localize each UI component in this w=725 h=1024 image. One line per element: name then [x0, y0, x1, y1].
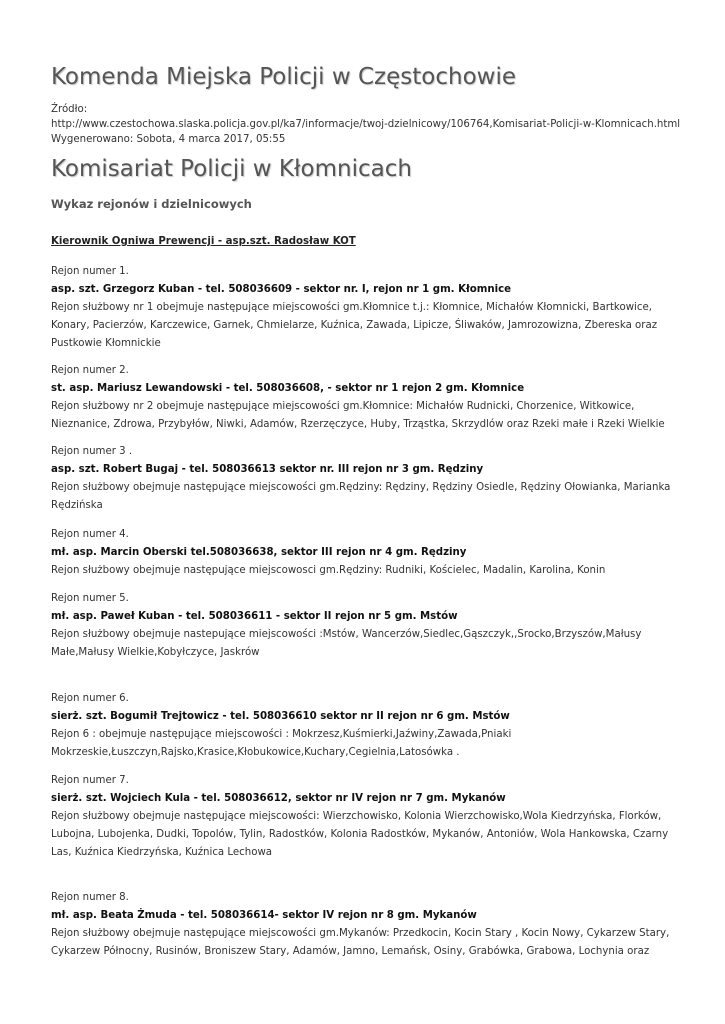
- district-block: [51, 889, 691, 961]
- district-block: [51, 443, 691, 515]
- district-description: Rejon służbowy obejmuje następujące miejscowosci gm.Rędziny: Rudniki, Kościelec, Madalin, Karolina, Konin: [51, 565, 606, 576]
- district-number: Rejon numer 8.: [51, 892, 129, 903]
- generated-date: Wygenerowano: Sobota, 4 marca 2017, 05:55: [51, 134, 286, 145]
- district-officer: mł. asp. Marcin Oberski tel.508036638, sektor III rejon nr 4 gm. Rędziny: [51, 547, 467, 558]
- station-title: Komisariat Policji w Kłomnicach: [51, 156, 412, 182]
- district-officer: sierż. szt. Wojciech Kula - tel. 508036612, sektor nr IV rejon nr 7 gm. Mykanów: [51, 793, 506, 804]
- district-officer: mł. asp. Beata Żmuda - tel. 508036614- sektor IV rejon nr 8 gm. Mykanów: [51, 910, 477, 921]
- page-title: Komenda Miejska Policji w Częstochowie: [51, 64, 516, 90]
- district-description: Rejon służbowy obejmuje nastepujące miejscowości :Mstów, Wancerzów,Siedlec,Gąszczyk,,Srocko,Brzyszów,Małusy Małe,Małusy Wielkie,Kobyłczyce, Jaskrów: [51, 629, 642, 658]
- district-block: [51, 263, 691, 353]
- source-url: http://www.czestochowa.slaska.policja.gov.pl/ka7/informacje/twoj-dzielnicowy/106764,Komisariat-Policji-w-Klomnicach.html: [51, 119, 681, 130]
- district-description: Rejon służbowy nr 1 obejmuje następujące miejscowości gm.Kłomnice t.j.: Kłomnice, Michałów Kłomnicki, Bartkowice, Konary, Pacierzów, Karczewice, Garnek, Chmielarze, Kuźnica, Zawada, Lipicze, Śliwaków, Jamrozowizna, Zbereska oraz Pustkowie Kłomnickie: [51, 302, 658, 349]
- district-block: [51, 526, 691, 580]
- leader-line: Kierownik Ogniwa Prewencji - asp.szt. Radosław KOT: [51, 236, 356, 247]
- district-officer: asp. szt. Grzegorz Kuban - tel. 508036609 - sektor nr. I, rejon nr 1 gm. Kłomnice: [51, 284, 512, 295]
- district-description: Rejon służbowy obejmuje następujące miejscowości gm.Mykanów: Przedkocin, Kocin Stary , Kocin Nowy, Cykarzew Stary, Cykarzew Północny, Rusinów, Broniszew Stary, Adamów, Jamno, Lemańsk, Osiny, Grabówka, Grabowa, Lochynia oraz: [51, 928, 670, 957]
- section-heading: Wykaz rejonów i dzielnicowych: [51, 197, 252, 211]
- district-officer: mł. asp. Paweł Kuban - tel. 508036611 - sektor II rejon nr 5 gm. Mstów: [51, 611, 458, 622]
- district-block: [51, 772, 691, 862]
- district-number: Rejon numer 3 .: [51, 446, 133, 457]
- district-number: Rejon numer 4.: [51, 529, 129, 540]
- district-number: Rejon numer 5.: [51, 593, 129, 604]
- district-block: [51, 690, 691, 762]
- district-number: Rejon numer 6.: [51, 693, 129, 704]
- district-block: [51, 362, 691, 434]
- district-description: Rejon służbowy nr 2 obejmuje następujące miejscowości gm.Kłomnice: Michałów Rudnicki, Chorzenice, Witkowice, Nieznanice, Zdrowa, Przybyłów, Niwki, Adamów, Rzerzęczyce, Huby, Trząstka, Skrzydlów oraz Rzeki małe i Rzeki Wielkie: [51, 401, 665, 430]
- district-description: Rejon 6 : obejmuje następujące miejscowości : Mokrzesz,Kuśmierki,Jaźwiny,Zawada,Pniaki Mokrzeskie,Łuszczyn,Rajsko,Krasice,Kłobukowice,Kuchary,Cegielnia,Latosówka .: [51, 729, 512, 758]
- district-description: Rejon służbowy obejmuje następujące miejscowości gm.Rędziny: Rędziny, Rędziny Osiedle, Rędziny Ołowianka, Marianka Rędzińska: [51, 482, 671, 511]
- source-label: Źródło:: [51, 104, 88, 115]
- district-number: Rejon numer 2.: [51, 365, 129, 376]
- district-number: Rejon numer 1.: [51, 266, 129, 277]
- district-officer: asp. szt. Robert Bugaj - tel. 508036613 sektor nr. III rejon nr 3 gm. Rędziny: [51, 464, 484, 475]
- district-block: [51, 590, 691, 662]
- district-description: Rejon służbowy obejmuje następujące miejscowości: Wierzchowisko, Kolonia Wierzchowisko,Wola Kiedrzyńska, Florków, Lubojna, Lubojenka, Dudki, Topolów, Tylin, Radostków, Kolonia Radostków, Mykanów, Antoniów, Wola Hankowska, Czarny Las, Kuźnica Kiedrzyńska, Kuźnica Lechowa: [51, 811, 669, 858]
- district-number: Rejon numer 7.: [51, 775, 129, 786]
- document-meta: [51, 102, 680, 147]
- district-officer: sierż. szt. Bogumił Trejtowicz - tel. 508036610 sektor nr II rejon nr 6 gm. Mstów: [51, 711, 510, 722]
- district-officer: st. asp. Mariusz Lewandowski - tel. 508036608, - sektor nr 1 rejon 2 gm. Kłomnice: [51, 383, 525, 394]
